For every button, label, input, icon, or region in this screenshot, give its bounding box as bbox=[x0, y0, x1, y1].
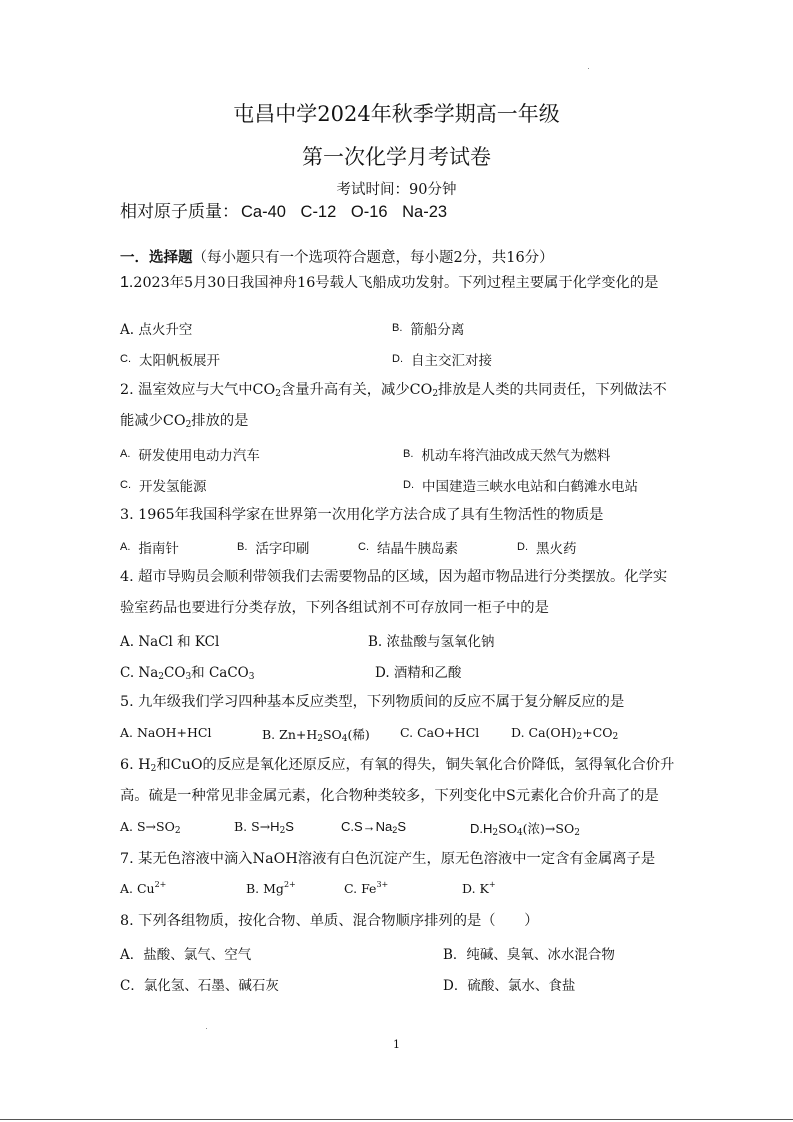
atomic-mass-line bbox=[120, 197, 447, 222]
q7-option-a: A. $Cu^{2+}$ bbox=[120, 880, 167, 896]
section-title: 一．选择题 bbox=[120, 249, 193, 266]
question-5-stem: 5. 九年级我们学习四种基本反应类型，下列物质间的反应不属于复分解反应的是 bbox=[120, 694, 625, 710]
q8-option-c: C．氯化氢、石墨、碱石灰 bbox=[120, 978, 279, 994]
exam-title-line1: 屯昌中学2024年秋季学期高一年级 bbox=[233, 102, 560, 126]
q5-option-d: D. $Ca(OH)_2+CO_2$ bbox=[511, 725, 619, 742]
scan-speck bbox=[588, 68, 589, 69]
q6-option-a: A. $S\to SO_2$ bbox=[120, 819, 181, 836]
scan-speck bbox=[206, 1028, 207, 1029]
q4-option-c: C. $Na_2CO_3$和 CaCO$_3$ bbox=[120, 665, 255, 682]
question-2-stem-line2: 能减少$CO_2$排放的是 bbox=[120, 413, 249, 430]
q4-option-a: A. NaCl 和 KCl bbox=[120, 634, 220, 650]
q2-option-d: $^{D.}$ 中国建造三峡水电站和白鹤滩水电站 bbox=[403, 479, 638, 495]
q2-option-b: $^{B.}$ 机动车将汽油改成天然气为燃料 bbox=[403, 448, 611, 464]
question-3-stem: 3. 1965年我国科学家在世界第一次用化学方法合成了具有生物活性的物质是 bbox=[120, 507, 604, 523]
q5-option-a: A. NaOH+HCl bbox=[120, 725, 212, 740]
q5-option-c: C. CaO+HCl bbox=[400, 725, 480, 740]
q8-option-d: D．硫酸、氯水、食盐 bbox=[443, 978, 576, 994]
q3-option-c: $^{C.}$ 结晶牛胰岛素 bbox=[358, 541, 458, 557]
atomic-mass-values: Ca-40 C-12 O-16 Na-23 bbox=[241, 203, 448, 221]
q1-option-d: $^{D.}$ 自主交汇对接 bbox=[392, 353, 492, 369]
question-6-stem-line1: 6. $H_2$和CuO的反应是氧化还原反应，有氧的得失，铜失氧化合价降低，氢得氧化合价升 bbox=[120, 757, 675, 774]
q2-option-c: $^{C.}$ 开发氢能源 bbox=[120, 479, 207, 495]
q1-option-c: $^{C.}$ 太阳帆板展开 bbox=[120, 353, 220, 369]
question-8-stem: 8. 下列各组物质，按化合物、单质、混合物顺序排列的是（ ） bbox=[120, 913, 539, 929]
q6-option-c: $C.S\to Na_2S$ bbox=[341, 819, 406, 835]
q6-option-b: B. $S\to H_2S$ bbox=[234, 819, 294, 836]
question-6-stem-line2: 高。硫是一种常见非金属元素，化合物种类较多，下列变化中S元素化合价升高了的是 bbox=[120, 788, 659, 804]
question-4-stem-line2: 验室药品也要进行分类存放，下列各组试剂不可存放同一柜子中的是 bbox=[120, 600, 549, 616]
q4-option-b: B. 浓盐酸与氢氧化钠 bbox=[368, 634, 495, 650]
q2-option-a: $^{A.}$ 研发使用电动力汽车 bbox=[120, 448, 260, 464]
q8-option-a: A．盐酸、氯气、空气 bbox=[120, 947, 252, 963]
q6-option-d: $D.H_2SO_4$(浓)$\to SO_2$ bbox=[470, 821, 580, 838]
question-7-stem: 7. 某无色溶液中滴入NaOH溶液有白色沉淀产生，原无色溶液中一定含有金属离子是 bbox=[120, 851, 656, 867]
q7-option-c: C. $Fe^{3+}$ bbox=[344, 880, 389, 896]
question-4-stem-line1: 4. 超市导购员会顺利带领我们去需要物品的区域，因为超市物品进行分类摆放。化学实 bbox=[120, 569, 668, 585]
question-2-stem-line1: 2. 温室效应与大气中$CO_2$含量升高有关，减少$CO_2$排放是人类的共同责任，下列做法不 bbox=[120, 382, 667, 399]
q3-option-a: $^{A.}$ 指南针 bbox=[120, 541, 179, 557]
section-heading bbox=[120, 246, 554, 267]
exam-title-line2: 第一次化学月考试卷 bbox=[302, 145, 491, 169]
q3-option-b: $^{B.}$ 活字印刷 bbox=[237, 541, 310, 557]
exam-time: 考试时间：90分钟 bbox=[336, 182, 457, 198]
q4-option-d: D. 酒精和乙酸 bbox=[375, 665, 462, 681]
page-number: 1 bbox=[393, 1038, 400, 1051]
q7-option-d: D. K+ bbox=[462, 880, 496, 896]
q7-option-b: B. $Mg^{2+}$ bbox=[246, 880, 296, 896]
q8-option-b: B．纯碱、臭氧、冰水混合物 bbox=[443, 947, 615, 963]
page-bottom-border bbox=[0, 1119, 793, 1120]
q5-option-b: B. $Zn+H_2SO_4$(稀) bbox=[262, 727, 370, 744]
atomic-mass-label: 相对原子质量： bbox=[120, 202, 239, 222]
section-note: （每小题只有一个选项符合题意，每小题2分，共16分） bbox=[192, 250, 554, 266]
question-1-stem: 1.2023年5月30日我国神舟16号载人飞船成功发射。下列过程主要属于化学变化的是 bbox=[120, 274, 659, 291]
q3-option-d: $^{D.}$ 黑火药 bbox=[517, 541, 577, 557]
q1-option-b: $^{B.}$ 箭船分离 bbox=[392, 322, 465, 338]
q1-option-a: A. 点火升空 bbox=[120, 322, 193, 338]
